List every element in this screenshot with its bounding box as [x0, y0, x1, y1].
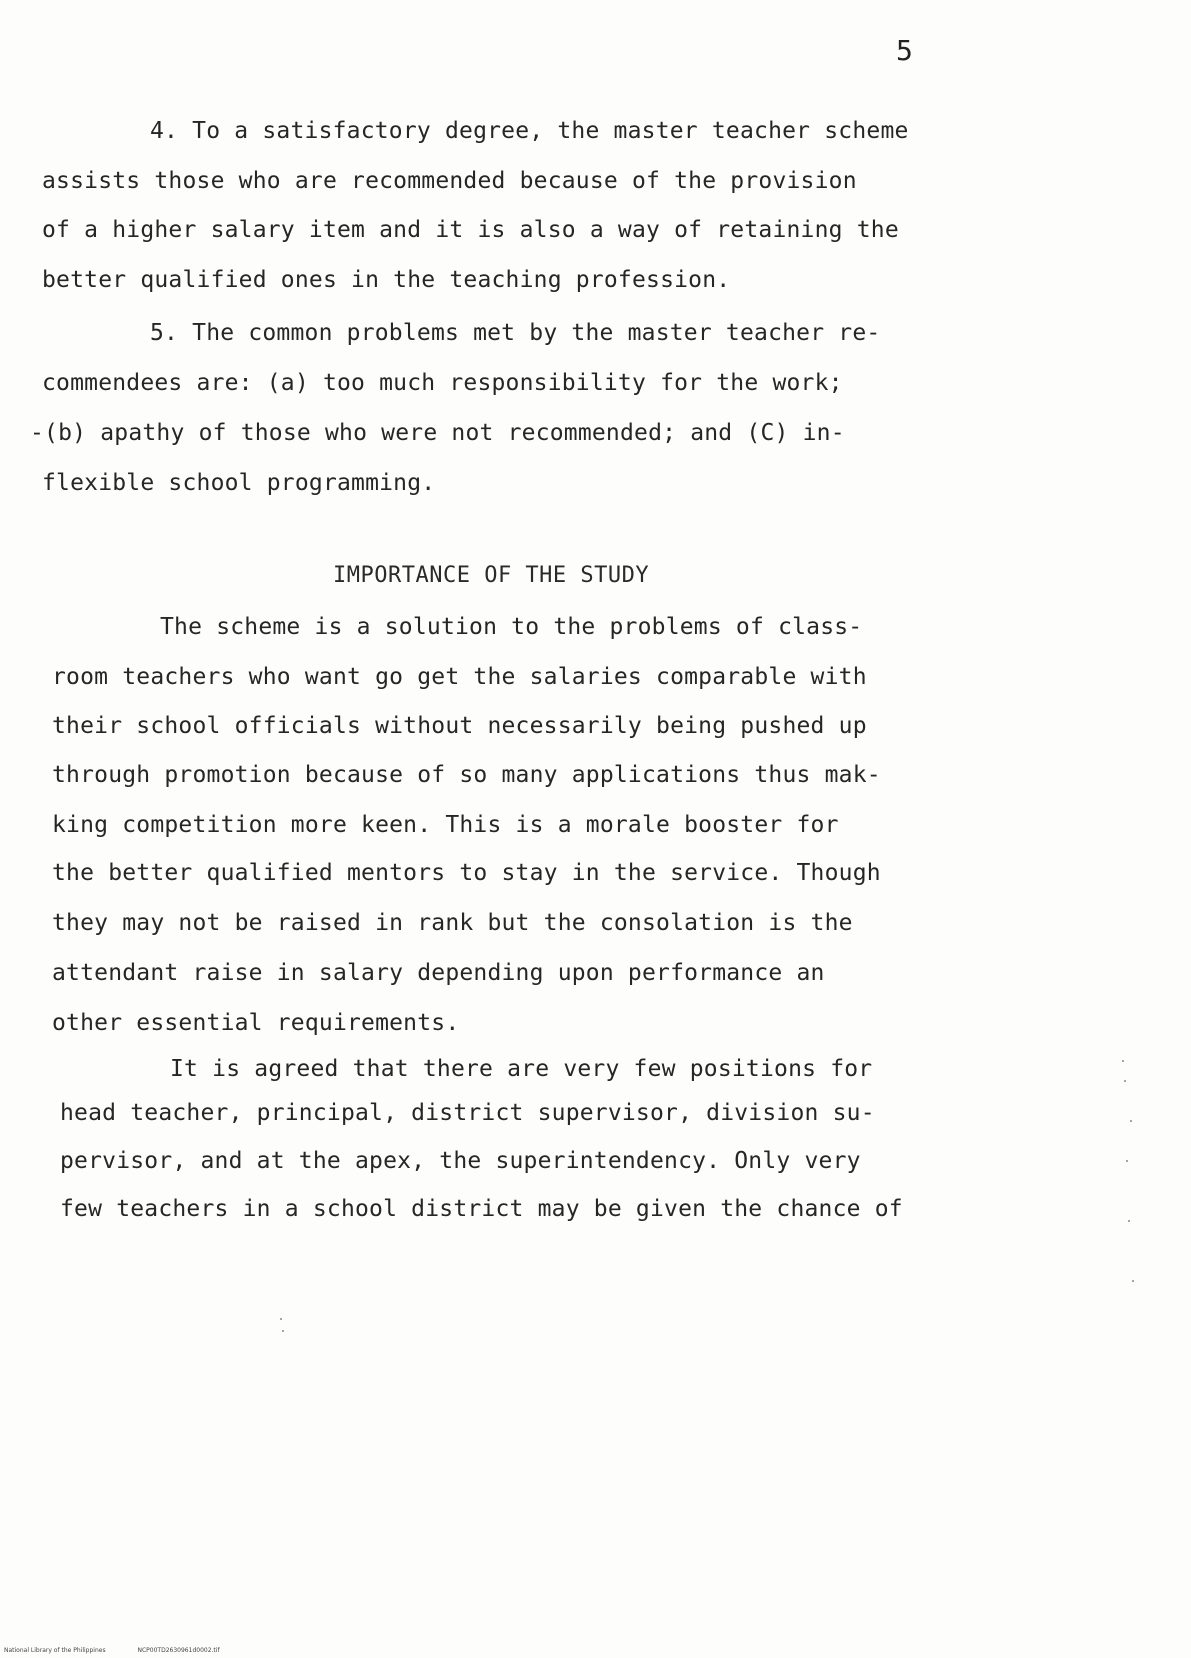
- scan-speck: [1128, 1220, 1130, 1222]
- text-line: other essential requirements.: [52, 1010, 460, 1036]
- text-line: of a higher salary item and it is also a way of retaining the: [42, 217, 899, 243]
- scan-speck: [1132, 1280, 1134, 1282]
- text-line: 4. To a satisfactory degree, the master teacher scheme: [150, 118, 909, 144]
- archive-file-id: NCP00TD2630961d0002.tif: [137, 1647, 220, 1654]
- text-line: It is agreed that there are very few positions for: [170, 1056, 873, 1082]
- text-line: commendees are: (a) too much responsibility for the work;: [42, 370, 843, 396]
- scan-speck: [1130, 1120, 1132, 1122]
- archive-source: National Library of the Philippines: [4, 1647, 106, 1654]
- text-line: their school officials without necessarily being pushed up: [52, 713, 867, 739]
- text-line: they may not be raised in rank but the consolation is the: [52, 910, 853, 936]
- text-line: better qualified ones in the teaching profession.: [42, 267, 731, 293]
- text-line: the better qualified mentors to stay in the service. Though: [52, 860, 881, 886]
- text-line: few teachers in a school district may be given the chance of: [60, 1196, 903, 1222]
- text-line: flexible school programming.: [42, 470, 436, 496]
- text-line: room teachers who want go get the salaries comparable with: [52, 664, 867, 690]
- scan-speck: [1126, 1160, 1128, 1162]
- text-line: The scheme is a solution to the problems of class-: [160, 614, 863, 640]
- scan-speck: [280, 1318, 282, 1320]
- text-line: 5. The common problems met by the master teacher re-: [150, 320, 881, 346]
- page-number: 5: [896, 34, 913, 67]
- text-line: attendant raise in salary depending upon performance an: [52, 960, 825, 986]
- text-line: king competition more keen. This is a morale booster for: [52, 812, 839, 838]
- scan-speck: [282, 1330, 284, 1332]
- text-line: head teacher, principal, district supervisor, division su-: [60, 1100, 875, 1126]
- scan-speck: [1122, 1060, 1124, 1062]
- section-heading: IMPORTANCE OF THE STUDY: [333, 563, 650, 588]
- text-line: pervisor, and at the apex, the superintendency. Only very: [60, 1148, 861, 1174]
- text-line: assists those who are recommended because of the provision: [42, 168, 857, 194]
- archive-footer: [4, 1647, 220, 1654]
- scan-speck: [1124, 1080, 1126, 1082]
- text-line: -(b) apathy of those who were not recommended; and (C) in-: [30, 420, 845, 446]
- text-line: through promotion because of so many applications thus mak-: [52, 762, 881, 788]
